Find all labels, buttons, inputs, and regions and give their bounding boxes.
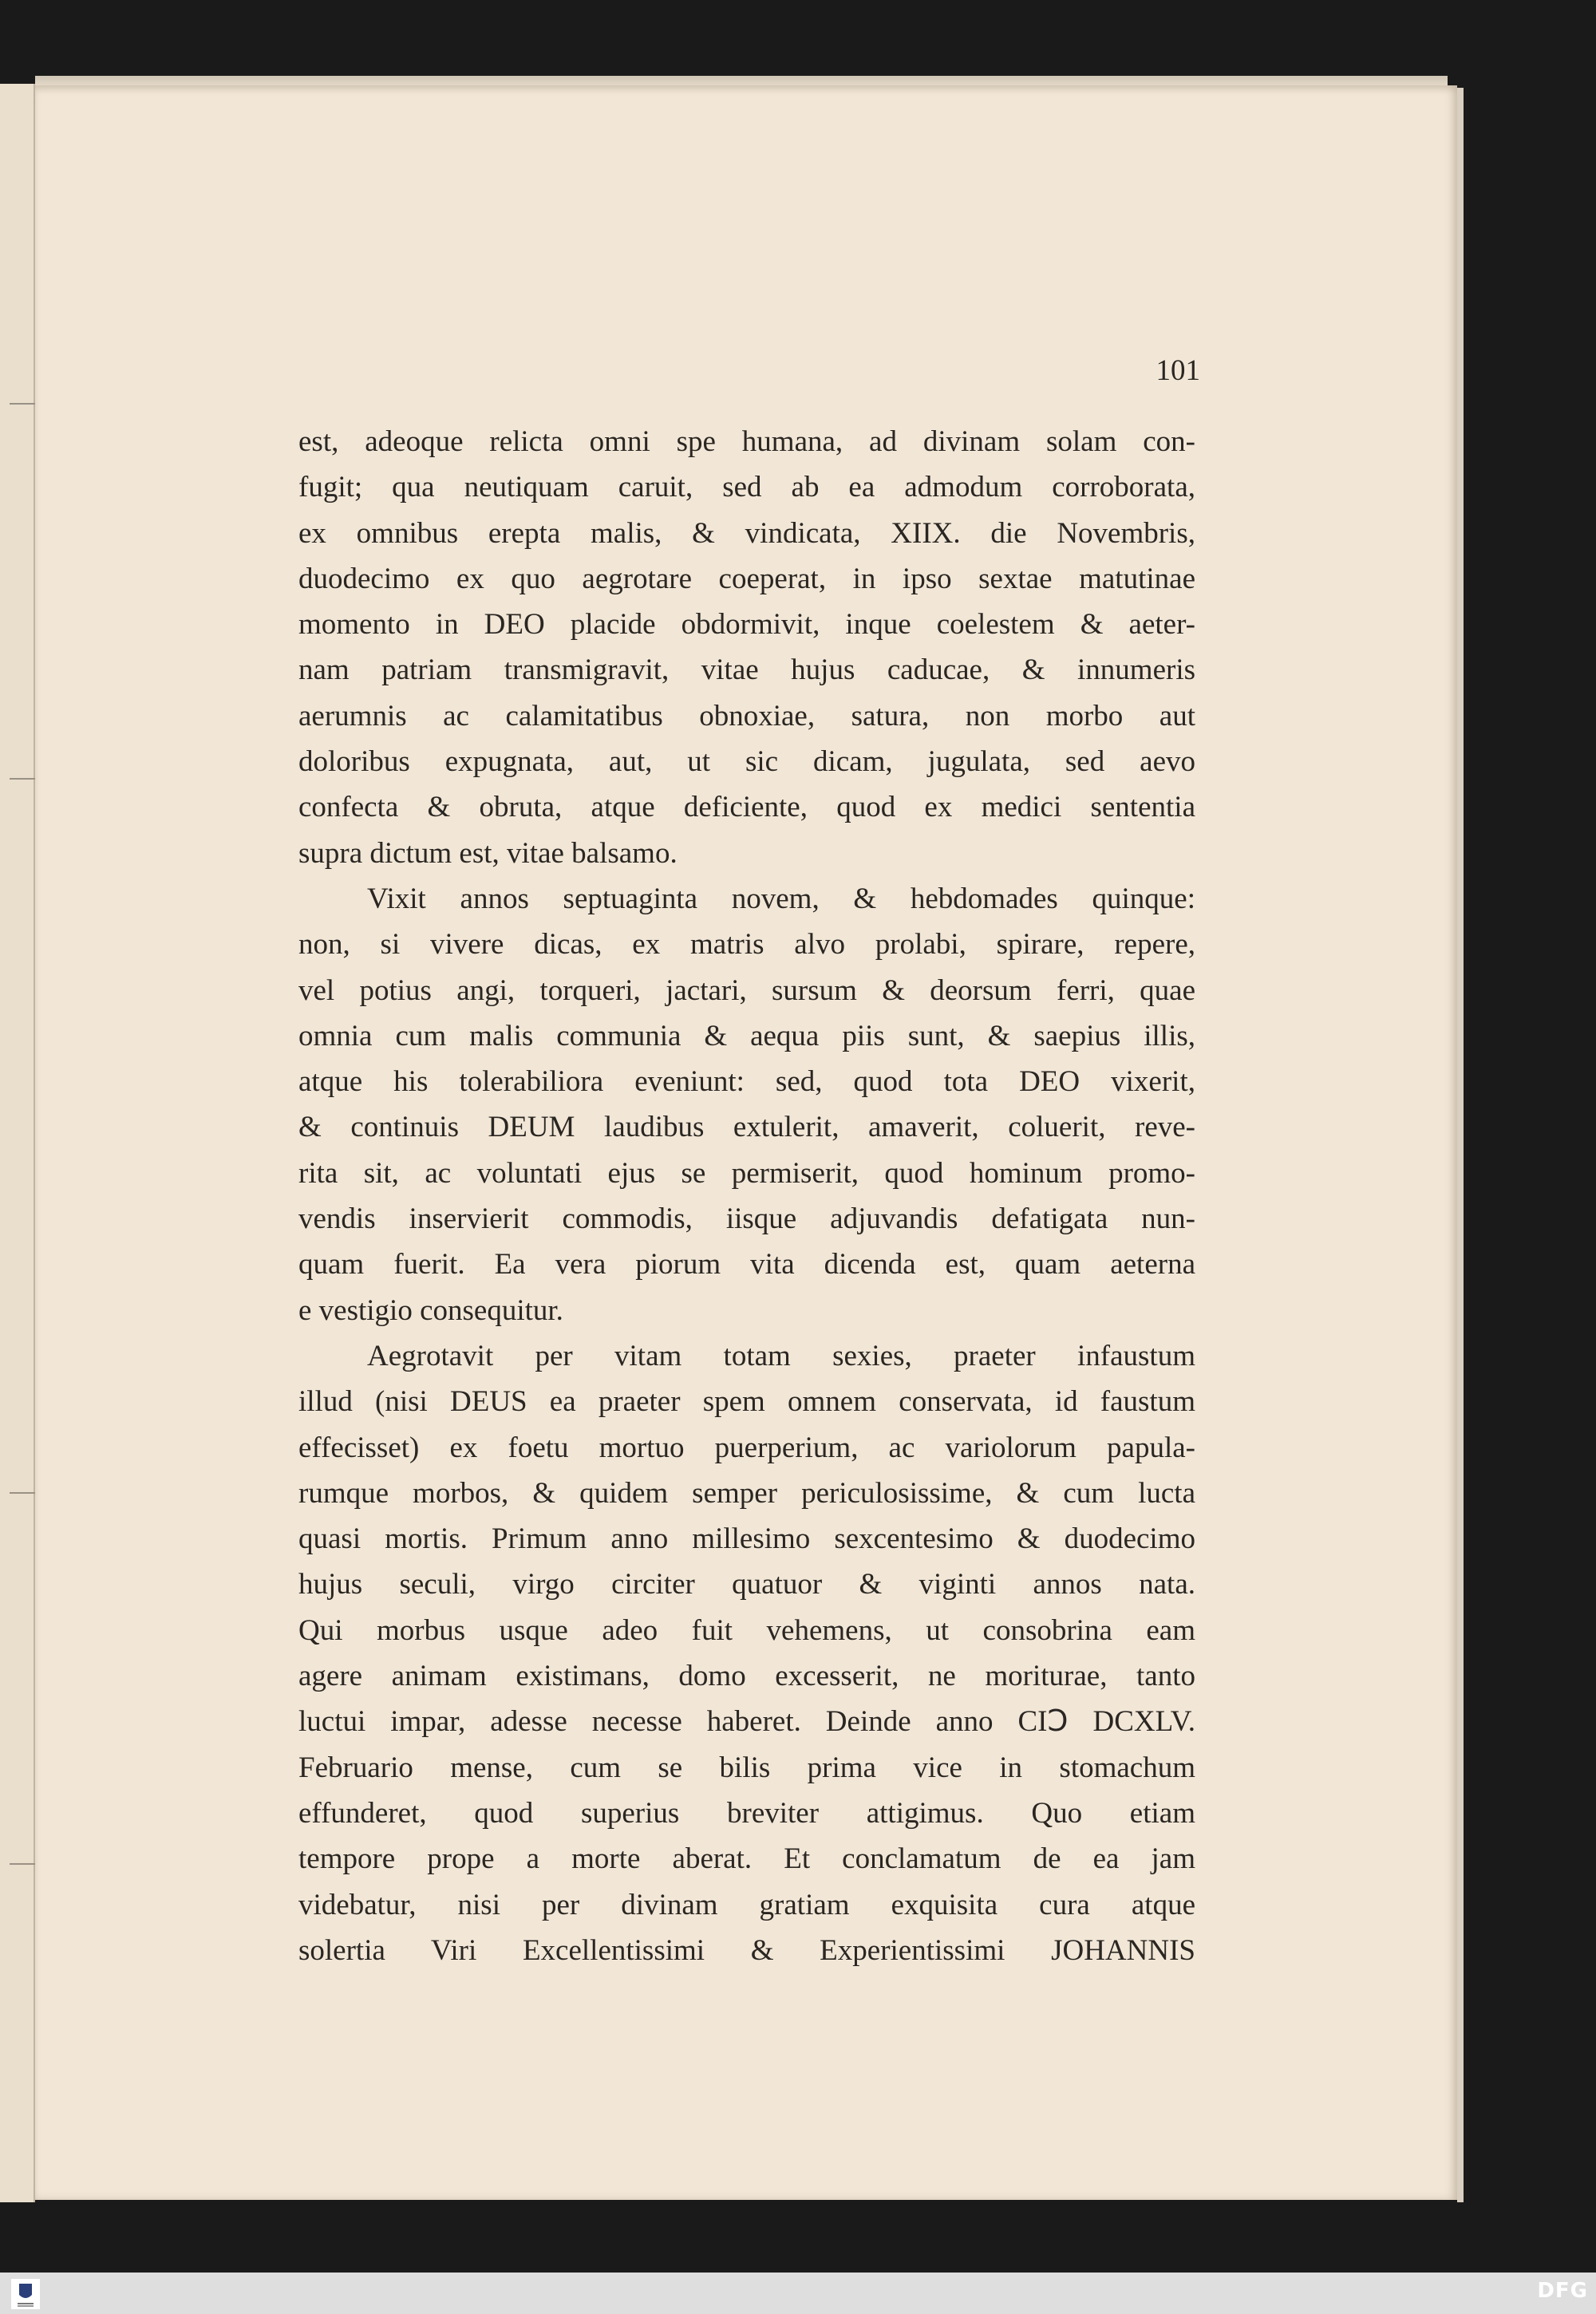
viewer-footer	[0, 2273, 1596, 2314]
text-line: rita sit, ac voluntati ejus se permiserit, quod hominum promo-	[298, 1156, 1195, 1190]
text-line: confecta & obruta, atque deficiente, quod ex medici sententia	[298, 791, 1195, 824]
text-line: solertia Viri Excellentissimi & Experientissimi JOHANNIS	[298, 1933, 1195, 1967]
text-line: supra dictum est, vitae balsamo.	[298, 836, 678, 870]
text-line: & continuis DEUM laudibus extulerit, amaverit, coluerit, reve-	[298, 1111, 1195, 1144]
text-line: hujus seculi, virgo circiter quatuor & viginti annos nata.	[298, 1568, 1195, 1601]
text-line: atque his tolerabiliora eveniunt: sed, quod tota DEO vixerit,	[298, 1065, 1195, 1099]
text-line: quasi mortis. Primum anno millesimo sexcentesimo & duodecimo	[298, 1522, 1195, 1556]
text-line: fugit; qua neutiquam caruit, sed ab ea admodum corroborata,	[298, 471, 1195, 504]
text-line: ex omnibus erepta malis, & vindicata, XIIX. die Novembris,	[298, 516, 1195, 550]
book-page	[35, 85, 1457, 2200]
text-line: doloribus expugnata, aut, ut sic dicam, jugulata, sed aevo	[298, 745, 1195, 779]
text-line: vendis inservierit commodis, iisque adjuvandis defatigata nun-	[298, 1202, 1195, 1236]
text-line: aerumnis ac calamitatibus obnoxiae, satura, non morbo aut	[298, 699, 1195, 733]
text-line: rumque morbos, & quidem semper periculosissime, & cum lucta	[298, 1476, 1195, 1510]
text-line: non, si vivere dicas, ex matris alvo prolabi, spirare, repere,	[298, 928, 1195, 962]
text-line: Qui morbus usque adeo fuit vehemens, ut consobrina eam	[298, 1613, 1195, 1647]
text-line: omnia cum malis communia & aequa piis sunt, & saepius illis,	[298, 1019, 1195, 1052]
body-text	[298, 419, 1195, 1973]
text-line: tempore prope a morte aberat. Et conclamatum de ea jam	[298, 1842, 1195, 1876]
text-line: vel potius angi, torqueri, jactari, sursum & deorsum ferri, quae	[298, 973, 1195, 1007]
left-page-edge	[0, 84, 35, 2202]
dfg-logo: DFG	[1537, 2279, 1588, 2303]
text-line: effecisset) ex foetu mortuo puerperium, ac variolorum papula-	[298, 1431, 1195, 1464]
page-right-edge	[1457, 88, 1464, 2202]
page-number: 101	[1156, 354, 1200, 387]
text-line: Februario mense, cum se bilis prima vice in stomachum	[298, 1751, 1195, 1784]
text-line: quam fuerit. Ea vera piorum vita dicenda est, quam aeterna	[298, 1248, 1195, 1281]
text-line: agere animam existimans, domo excesserit, ne moriturae, tanto	[298, 1660, 1195, 1693]
text-line: videbatur, nisi per divinam gratiam exquisita cura atque	[298, 1888, 1195, 1921]
text-line: est, adeoque relicta omni spe humana, ad divinam solam con-	[298, 425, 1195, 458]
text-line: Aegrotavit per vitam totam sexies, praeter infaustum	[367, 1339, 1195, 1372]
text-line: luctui impar, adesse necesse haberet. Deinde anno CIↃ DCXLV.	[298, 1705, 1195, 1739]
text-line: momento in DEO placide obdormivit, inque coelestem & aeter-	[298, 608, 1195, 642]
text-line: e vestigio consequitur.	[298, 1293, 563, 1327]
text-line: nam patriam transmigravit, vitae hujus caducae, & innumeris	[298, 654, 1195, 687]
text-line: Vixit annos septuaginta novem, & hebdomades quinque:	[367, 882, 1195, 915]
text-line: effunderet, quod superius breviter attigimus. Quo etiam	[298, 1796, 1195, 1830]
text-line: illud (nisi DEUS ea praeter spem omnem conservata, id faustum	[298, 1385, 1195, 1419]
library-crest-icon	[11, 2279, 40, 2309]
text-line: duodecimo ex quo aegrotare coeperat, in ipso sextae matutinae	[298, 562, 1195, 595]
